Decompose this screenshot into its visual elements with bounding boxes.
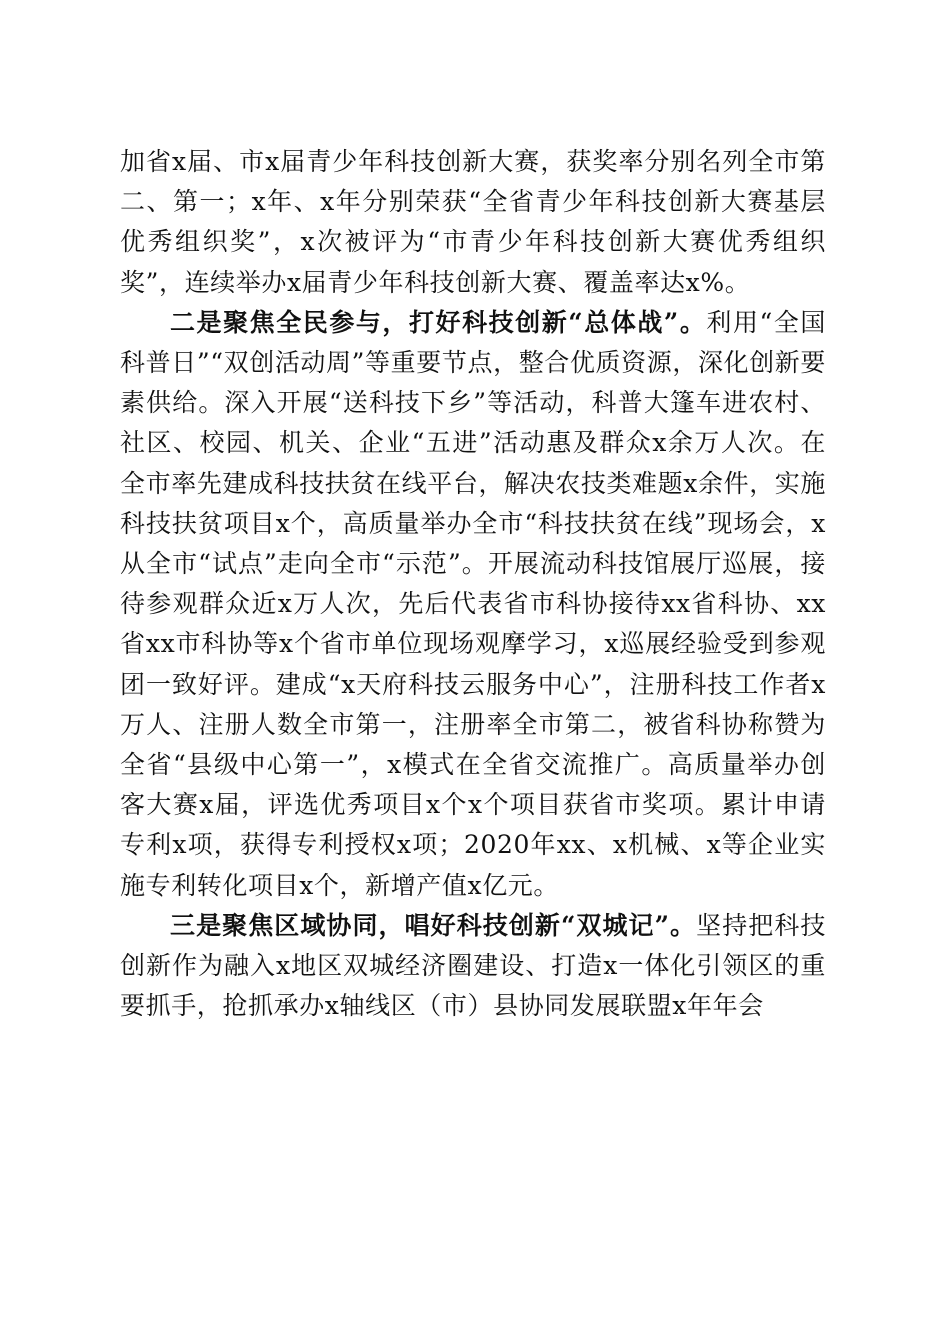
paragraph-lead: 三是聚焦区域协同，唱好科技创新“双城记”。 bbox=[170, 910, 697, 940]
paragraph-text: 利用“全国科普日”“双创活动周”等重要节点，整合优质资源，深化创新要素供给。深入开展“送科技下乡”等活动，科普大篷车进农村、社区、校园、机关、企业“五进”活动惠及群众x余万人次。在全市率先建成科技扶贫在线平台，解决农技类难题x余件，实施科技扶贫项目x个，高质量举办全市“科技扶贫在线”现场会，x从全市“试点”走向全市“示范”。开展流动科技馆展厅巡展，接待参观群众近x万人次，先后代表省市科协接待xx省科协、xx省xx市科协等x个省市单位现场观摩学习，x巡展经验受到参观团一致好评。建成“x天府科技云服务中心”，注册科技工作者x万人、注册人数全市第一，注册率全市第二，被省科协称赞为全省“县级中心第一”，x模式在全省交流推广。高质量举办创客大赛x届，评选优秀项目x个x个项目获省市奖项。累计申请专利x项，获得专利授权x项；2020年xx、x机械、x等企业实施专利转化项目x个，新增产值x亿元。 bbox=[120, 307, 826, 900]
paragraph-regional-coordination bbox=[120, 906, 826, 1027]
paragraph-lead: 二是聚焦全民参与，打好科技创新“总体战”。 bbox=[170, 307, 707, 337]
paragraph-text: 加省x届、市x届青少年科技创新大赛，获奖率分别名列全市第二、第一；x年、x年分别荣获“全省青少年科技创新大赛基层优秀组织奖”，x次被评为“市青少年科技创新大赛优秀组织奖”，连续举办x届青少年科技创新大赛、覆盖率达x%。 bbox=[120, 147, 826, 297]
paragraph-text: 坚持把科技创新作为融入x地区双城经济圈建设、打造x一体化引领区的重要抓手，抢抓承办x轴线区（市）县协同发展联盟x年年会 bbox=[120, 910, 826, 1021]
paragraph-public-participation bbox=[120, 303, 826, 906]
document-body bbox=[120, 142, 826, 1026]
paragraph-continuation bbox=[120, 142, 826, 303]
